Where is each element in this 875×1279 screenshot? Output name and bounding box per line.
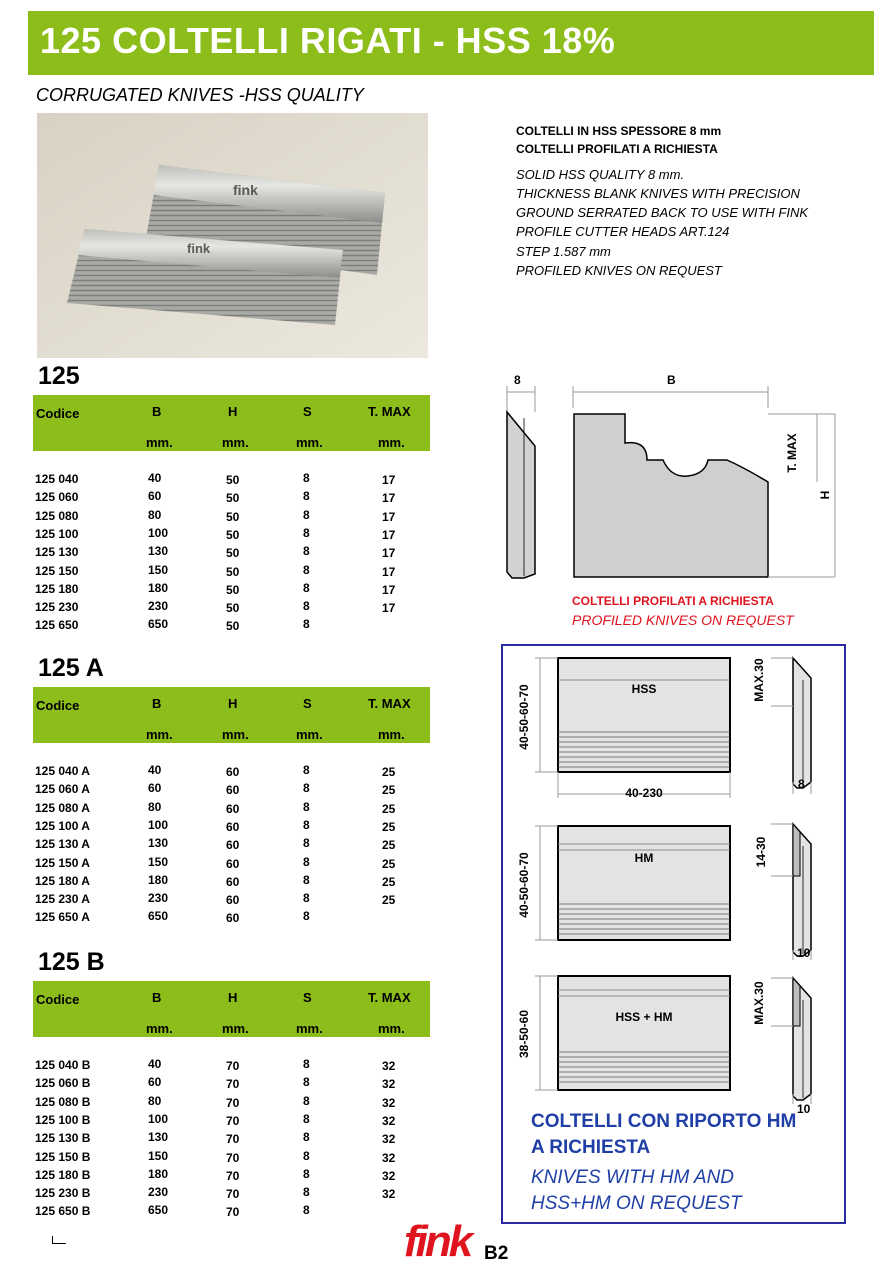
hm-knife-2-height: 40-50-60-70 <box>517 852 531 918</box>
table-cell: 8 <box>303 489 310 504</box>
table-cell: 70 <box>226 1113 240 1128</box>
col-header-code: Codice <box>36 698 80 713</box>
hm-knife-1-thickness: 8 <box>798 777 805 791</box>
table-cell: 60 <box>226 856 240 871</box>
table-row-code: 125 650 <box>35 618 79 633</box>
table-row-code: 125 230 A <box>35 892 90 907</box>
table-cell: 130 <box>148 544 169 559</box>
col-header-code: Codice <box>36 992 80 1007</box>
table-cell: 50 <box>226 564 240 579</box>
table-cell: 17 <box>382 564 396 579</box>
table-cell: 8 <box>303 781 310 796</box>
hm-knife-3-side: MAX.30 <box>752 981 766 1025</box>
table-cell: 8 <box>303 1130 310 1145</box>
table-row-code: 125 100 A <box>35 818 90 833</box>
table-cell: 25 <box>382 874 396 889</box>
table-cell: 60 <box>226 765 240 779</box>
table-cell: 8 <box>303 1093 310 1108</box>
table-row-code: 125 230 B <box>35 1186 91 1201</box>
table-cell: 25 <box>382 856 396 871</box>
table-title: 125 B <box>38 948 105 976</box>
table-cell: 650 <box>148 909 169 924</box>
table-row-code: 125 180 A <box>35 873 90 888</box>
table-row-code: 125 060 B <box>35 1076 91 1091</box>
hm-knife-1-side: MAX.30 <box>752 658 766 702</box>
table-cell: 32 <box>382 1168 396 1183</box>
col-unit-t: mm. <box>378 435 405 450</box>
col-unit-h: mm. <box>222 727 249 742</box>
table-cell: 230 <box>148 599 169 614</box>
table-cell: 60 <box>226 819 240 834</box>
table-cell: 130 <box>148 1130 169 1145</box>
col-unit-b: mm. <box>146 1021 173 1036</box>
table-row-code: 125 100 B <box>35 1112 91 1127</box>
table-cell: 70 <box>226 1059 240 1073</box>
page-subtitle: CORRUGATED KNIVES -HSS QUALITY <box>36 85 364 105</box>
dim-t-max: T. MAX <box>785 433 799 473</box>
table-cell: 8 <box>303 599 310 614</box>
table-cell: 8 <box>303 817 310 832</box>
table-cell: 8 <box>303 836 310 851</box>
table-cell: 32 <box>382 1059 396 1073</box>
table-cell: 100 <box>148 525 169 540</box>
table-cell: 8 <box>303 1057 310 1071</box>
dim-b: B <box>667 373 676 387</box>
table-cell: 60 <box>226 801 240 816</box>
table-row-code: 125 180 <box>35 581 79 596</box>
table-cell: 70 <box>226 1187 240 1202</box>
table-cell: 8 <box>303 507 310 522</box>
table-cell: 17 <box>382 582 396 597</box>
table-cell: 180 <box>148 1166 169 1181</box>
hm-knife-1-width: 40-230 <box>625 786 663 800</box>
footer-mark-base <box>52 1243 66 1244</box>
table-cell: 60 <box>148 489 162 504</box>
col-header-b: B <box>152 404 162 419</box>
table-row-code: 125 230 <box>35 600 79 615</box>
profile-note-bold: COLTELLI PROFILATI A RICHIESTA <box>572 594 774 608</box>
table-row-code: 125 080 B <box>35 1094 91 1109</box>
col-unit-s: mm. <box>296 1021 323 1036</box>
table-cell: 8 <box>303 1185 310 1200</box>
table-row-code: 125 150 A <box>35 855 90 870</box>
table-cell: 80 <box>148 507 162 522</box>
col-header-code: Codice <box>36 406 80 421</box>
page-title: 125 COLTELLI RIGATI - HSS 18% <box>40 20 616 61</box>
hm-note-bold-2: A RICHIESTA <box>531 1137 651 1158</box>
table-cell: 8 <box>303 617 310 632</box>
table-cell: 17 <box>382 491 396 506</box>
profile-note-italic: PROFILED KNIVES ON REQUEST <box>572 612 794 628</box>
table-row-code: 125 080 A <box>35 800 90 815</box>
hm-knife-2-thickness: 10 <box>797 946 811 960</box>
table-cell: 8 <box>303 525 310 540</box>
table-cell: 8 <box>303 1111 310 1126</box>
col-header-t: T. MAX <box>368 404 411 419</box>
table-cell: 17 <box>382 527 396 542</box>
hm-knife-2-side: 14-30 <box>754 836 768 868</box>
table-cell: 32 <box>382 1113 396 1128</box>
table-cell: 8 <box>303 909 310 924</box>
col-header-s: S <box>303 990 312 1005</box>
table-cell: 70 <box>226 1095 240 1110</box>
table-cell: 17 <box>382 601 396 616</box>
table-row-code: 125 180 B <box>35 1167 91 1182</box>
table-cell: 60 <box>226 893 240 908</box>
table-cell: 130 <box>148 836 169 851</box>
table-row-code: 125 650 B <box>35 1204 91 1219</box>
table-cell: 8 <box>303 1166 310 1181</box>
table-cell: 8 <box>303 544 310 559</box>
table-cell: 8 <box>303 1148 310 1163</box>
table-cell: 17 <box>382 509 396 524</box>
table-cell: 25 <box>382 783 396 798</box>
info-bold-1: COLTELLI IN HSS SPESSORE 8 mm <box>516 124 722 138</box>
photo-brand-mark-2: fink <box>187 241 211 256</box>
col-unit-t: mm. <box>378 1021 405 1036</box>
table-cell: 60 <box>226 911 240 926</box>
hm-note-bold-1: COLTELLI CON RIPORTO HM <box>531 1111 797 1132</box>
table-cell: 17 <box>382 546 396 561</box>
table-row-code: 125 130 B <box>35 1131 91 1146</box>
col-header-h: H <box>228 404 238 419</box>
hm-knife-2-label: HM <box>634 851 654 865</box>
table-cell: 50 <box>226 509 240 524</box>
photo-brand-mark: fink <box>233 182 258 198</box>
table-cell: 70 <box>226 1150 240 1165</box>
table-cell: 50 <box>226 582 240 597</box>
info-line-5: STEP 1.587 mm <box>516 244 611 259</box>
table-cell: 40 <box>148 471 162 485</box>
col-header-t: T. MAX <box>368 696 411 711</box>
table-cell: 60 <box>148 781 162 796</box>
table-cell: 8 <box>303 1075 310 1090</box>
table-cell: 40 <box>148 763 162 777</box>
table-row-code: 125 150 <box>35 563 79 578</box>
col-header-t: T. MAX <box>368 990 411 1005</box>
table-cell: 32 <box>382 1132 396 1147</box>
table-cell: 150 <box>148 854 169 869</box>
table-cell: 50 <box>226 601 240 616</box>
table-cell: 100 <box>148 1111 169 1126</box>
table-cell: 25 <box>382 893 396 908</box>
table-cell: 650 <box>148 1203 169 1218</box>
fink-logo-text: fink <box>404 1217 471 1262</box>
table-row-code: 125 060 <box>35 490 79 505</box>
table-cell: 230 <box>148 891 169 906</box>
table-cell: 60 <box>148 1075 162 1090</box>
table-cell: 8 <box>303 562 310 577</box>
col-unit-t: mm. <box>378 727 405 742</box>
table-cell: 25 <box>382 801 396 816</box>
hm-knife-1-height: 40-50-60-70 <box>517 684 531 750</box>
table-cell: 8 <box>303 471 310 485</box>
table-cell: 17 <box>382 473 396 487</box>
hm-knives-drawing <box>503 646 844 1116</box>
table-cell: 50 <box>226 491 240 506</box>
hm-knife-1-label: HSS <box>631 682 657 696</box>
hm-note-italic-2: HSS+HM ON REQUEST <box>531 1193 742 1214</box>
table-cell: 50 <box>226 546 240 561</box>
table-cell: 8 <box>303 854 310 869</box>
table-cell: 70 <box>226 1132 240 1147</box>
info-line-3: GROUND SERRATED BACK TO USE WITH FINK <box>516 205 809 220</box>
info-line-2: THICKNESS BLANK KNIVES WITH PRECISION <box>516 186 800 201</box>
table-cell: 60 <box>226 874 240 889</box>
table-cell: 70 <box>226 1168 240 1183</box>
col-header-s: S <box>303 696 312 711</box>
table-row-code: 125 040 B <box>35 1058 91 1072</box>
col-header-h: H <box>228 696 238 711</box>
col-header-b: B <box>152 696 162 711</box>
page-number: B2 <box>484 1243 509 1264</box>
table-cell: 25 <box>382 765 396 779</box>
col-header-b: B <box>152 990 162 1005</box>
table-cell: 8 <box>303 580 310 595</box>
table-title: 125 <box>38 362 80 390</box>
table-cell: 32 <box>382 1187 396 1202</box>
table-cell: 230 <box>148 1185 169 1200</box>
info-line-4: PROFILE CUTTER HEADS ART.124 <box>516 224 730 239</box>
dim-h: H <box>818 490 832 500</box>
table-cell: 70 <box>226 1205 240 1220</box>
table-row-code: 125 650 A <box>35 910 90 925</box>
table-cell: 25 <box>382 838 396 853</box>
table-cell: 80 <box>148 799 162 814</box>
col-unit-b: mm. <box>146 435 173 450</box>
table-cell: 180 <box>148 872 169 887</box>
table-cell: 180 <box>148 580 169 595</box>
table-row-code: 125 130 <box>35 545 79 560</box>
table-cell: 8 <box>303 891 310 906</box>
col-unit-s: mm. <box>296 435 323 450</box>
table-cell: 40 <box>148 1057 162 1071</box>
table-cell: 150 <box>148 1148 169 1163</box>
hm-note-italic-1: KNIVES WITH HM AND <box>531 1167 735 1188</box>
profile-knife-drawing <box>495 368 845 593</box>
table-cell: 60 <box>226 783 240 798</box>
col-header-h: H <box>228 990 238 1005</box>
table-cell: 8 <box>303 1203 310 1218</box>
table-row-code: 125 040 <box>35 472 79 486</box>
table-cell: 32 <box>382 1095 396 1110</box>
table-cell: 60 <box>226 838 240 853</box>
info-bold-2: COLTELLI PROFILATI A RICHIESTA <box>516 142 718 156</box>
table-row-code: 125 080 <box>35 508 79 523</box>
table-cell: 8 <box>303 799 310 814</box>
table-cell: 32 <box>382 1077 396 1092</box>
table-row-code: 125 040 A <box>35 764 90 778</box>
col-unit-h: mm. <box>222 435 249 450</box>
table-row-code: 125 130 A <box>35 837 90 852</box>
table-cell: 80 <box>148 1093 162 1108</box>
table-row-code: 125 060 A <box>35 782 90 797</box>
table-title: 125 A <box>38 654 104 682</box>
col-unit-s: mm. <box>296 727 323 742</box>
col-unit-b: mm. <box>146 727 173 742</box>
table-cell: 50 <box>226 527 240 542</box>
table-cell: 100 <box>148 817 169 832</box>
table-cell: 8 <box>303 872 310 887</box>
table-cell: 25 <box>382 819 396 834</box>
info-line-1: SOLID HSS QUALITY 8 mm. <box>516 167 685 182</box>
table-cell: 50 <box>226 473 240 487</box>
col-header-s: S <box>303 404 312 419</box>
col-unit-h: mm. <box>222 1021 249 1036</box>
table-row-code: 125 150 B <box>35 1149 91 1164</box>
dim-8: 8 <box>514 373 521 387</box>
hm-knife-3-label: HSS + HM <box>615 1010 673 1024</box>
table-cell: 50 <box>226 619 240 634</box>
hm-knife-3-height: 38-50-60 <box>517 1009 531 1059</box>
fink-logo <box>402 1214 478 1262</box>
table-cell: 650 <box>148 617 169 632</box>
table-cell: 8 <box>303 763 310 777</box>
table-cell: 70 <box>226 1077 240 1092</box>
product-photo <box>37 113 428 358</box>
hm-knife-3-thickness: 10 <box>797 1102 811 1116</box>
table-cell: 150 <box>148 562 169 577</box>
info-line-6: PROFILED KNIVES ON REQUEST <box>516 263 722 278</box>
table-cell: 32 <box>382 1150 396 1165</box>
table-row-code: 125 100 <box>35 526 79 541</box>
